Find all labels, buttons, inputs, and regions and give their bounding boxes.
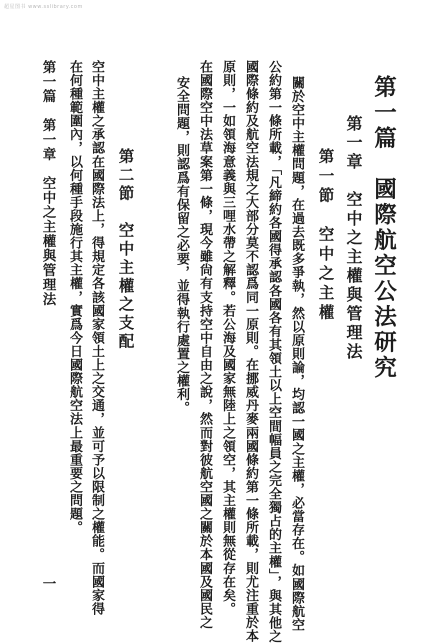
body-line: 在何種範圍內，以何種手段施行其主權，實爲今日國際航空法上最重要之問題。: [67, 60, 82, 535]
body-line: 國際條約及航空法規之大部分莫不認爲同一原則。在挪威丹麥兩國條約第一條所載，則尤注重於本: [243, 60, 258, 643]
part-title: 第一篇 國際航空公法研究: [370, 75, 397, 381]
body-line: 原則，一如領海意義與三哩水帶之解釋。若公海及國家無陸上之領空，其主權則無從存在矣。: [220, 60, 235, 616]
body-line: 安全問題，則認爲有保留之必要，並得執行處置之權利。: [174, 76, 189, 415]
page-number: 一: [39, 576, 56, 591]
body-line: 空中主權之承認在國際法上，得規定各該國家領土上之交通，並可予以限制之權能。而國家得: [89, 60, 104, 616]
watermark: 超星图书 www.sslibrary.com: [4, 4, 83, 10]
chapter-title: 第一章 空中之主權與管理法: [344, 115, 363, 362]
body-line: 關於空中主權問題，在過去既多爭執，然以原則論，均認一國之主權，必當存在。如國際航空: [289, 76, 304, 632]
section-title-2: 第二節 空中主權之支配: [116, 148, 136, 352]
body-line: 公約第一條所載，「凡締約各國得承認各國各有其領土以上空間幅員之完全獨占的主權」，與其他之: [266, 60, 281, 643]
section-title-1: 第一節 空中之主權: [316, 148, 336, 324]
running-footer: [40, 60, 54, 591]
body-line: 在國際空中法草案第一條，現今雖尙有支持空中自由之說，然而對彼航空國之關於本國及國民之: [197, 60, 212, 630]
running-header-text: 第一篇 第一章 空中之主權與管理法: [39, 60, 56, 307]
